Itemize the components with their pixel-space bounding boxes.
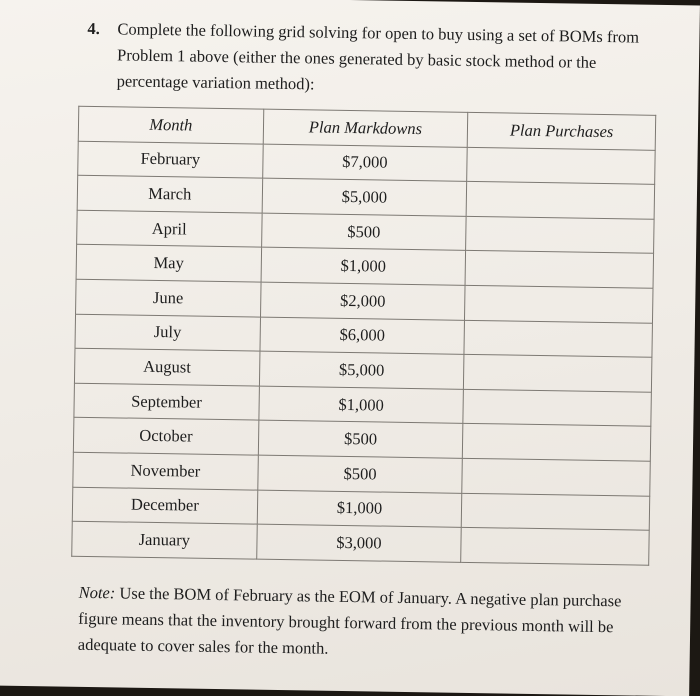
purchase-cell[interactable] [463,424,651,462]
month-cell: September [74,383,259,420]
markdown-cell: $3,000 [256,524,461,562]
markdown-cell: $7,000 [262,144,467,182]
markdown-cell: $5,000 [259,351,464,389]
month-cell: December [72,487,257,524]
markdown-cell: $5,000 [262,178,467,216]
question-block [86,16,667,103]
markdown-cell: $1,000 [261,248,466,286]
purchase-cell[interactable] [466,182,654,220]
month-cell: March [77,175,262,212]
question-text: Complete the following grid solving for open to buy using a set of BOMs from Problem 1 above (either the ones generated by basic stock method or the percentage variation method): [116,19,640,94]
purchase-cell[interactable] [465,285,653,323]
purchase-cell[interactable] [463,389,651,427]
month-cell: July [75,314,260,351]
month-cell: February [78,141,263,178]
month-cell: January [72,521,257,558]
note-block [78,580,659,667]
purchase-cell[interactable] [467,147,655,185]
markdown-cell: $1,000 [257,490,462,528]
purchase-cell[interactable] [462,458,650,496]
question-number: 4. [87,18,101,39]
header-plan-purchases: Plan Purchases [468,112,656,150]
purchase-cell[interactable] [464,354,652,392]
month-cell: August [74,348,259,385]
open-to-buy-grid [71,106,656,566]
note-text: Use the BOM of February as the EOM of January. A negative plan purchase figure means that the inventory brought forward from the previous month will be adequate to cover sales for the month. [77,583,622,658]
header-month: Month [78,106,263,143]
purchase-cell[interactable] [465,251,653,289]
markdown-cell: $500 [257,455,462,493]
month-cell: October [73,418,258,455]
markdown-cell: $1,000 [259,386,464,424]
markdown-cell: $2,000 [260,282,465,320]
month-cell: April [77,210,262,247]
month-cell: June [76,279,261,316]
month-cell: May [76,245,261,282]
purchase-cell[interactable] [462,493,650,531]
markdown-cell: $500 [258,420,463,458]
markdown-cell: $500 [261,213,466,251]
purchase-cell[interactable] [461,527,649,565]
markdown-cell: $6,000 [260,317,465,355]
purchase-cell[interactable] [466,216,654,254]
note-label: Note: [78,582,116,603]
purchase-cell[interactable] [464,320,652,358]
month-cell: November [73,452,258,489]
header-plan-markdowns: Plan Markdowns [263,109,468,147]
